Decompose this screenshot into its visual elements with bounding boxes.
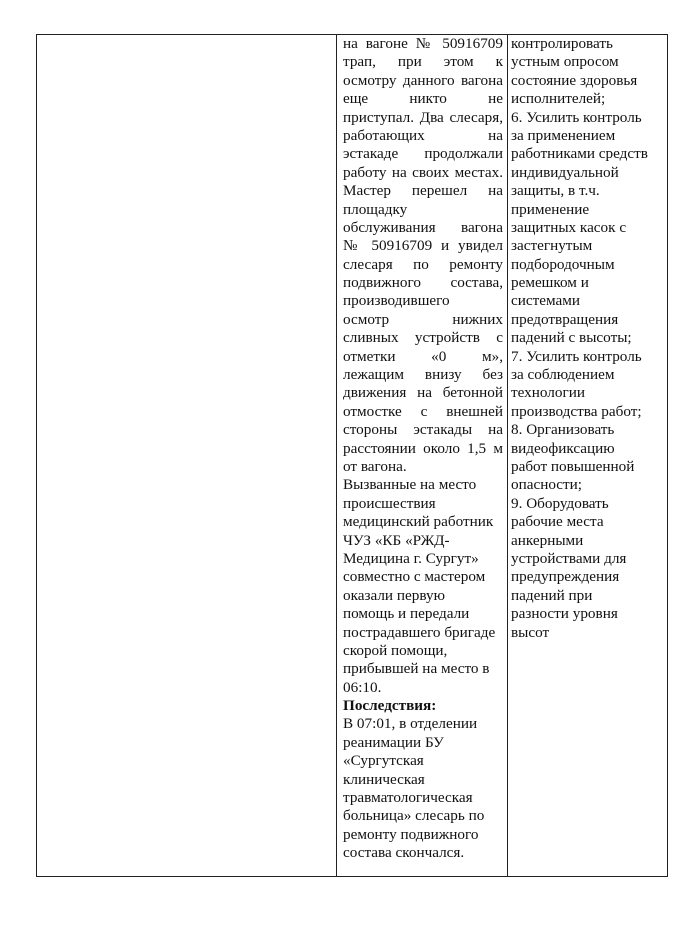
text-line: применение <box>511 200 590 218</box>
document-table <box>36 34 668 877</box>
text-line: ремешком и <box>511 274 589 292</box>
text-line: Вызванные на место <box>343 476 477 494</box>
text-line: № 50916709 и увидел <box>343 237 503 255</box>
text-line: приступал. Два слесаря, <box>343 108 503 126</box>
text-line: состава скончался. <box>343 844 465 862</box>
text-line: сливных устройств с <box>343 329 503 347</box>
text-line: «Сургутская <box>343 752 424 770</box>
text-line: движения на бетонной <box>343 384 503 402</box>
text-line: Медицина г. Сургут» <box>343 549 479 567</box>
text-line: медицинский работник <box>343 513 494 531</box>
text-line: индивидуальной <box>511 163 619 181</box>
text-line: работающих на <box>343 126 503 144</box>
text-line: 7. Усилить контроль <box>511 347 642 365</box>
text-line: отмостке с внешней <box>343 402 503 420</box>
text-line: падений с высоты; <box>511 329 632 347</box>
text-line: 6. Усилить контроль <box>511 108 642 126</box>
section-heading: Последствия: <box>343 697 437 715</box>
text-line: еще никто не <box>343 90 503 108</box>
text-line: подвижного состава, <box>343 274 503 292</box>
text-line: защитных касок с <box>511 218 627 236</box>
text-line: обслуживания вагона <box>343 218 503 236</box>
text-line: производства работ; <box>511 402 642 420</box>
text-line: 9. Оборудовать <box>511 494 609 512</box>
text-line: предотвращения <box>511 310 619 328</box>
text-line: помощь и передали <box>343 605 470 623</box>
text-line: контролировать <box>511 35 613 52</box>
text-line: технологии <box>511 384 585 402</box>
text-line: за применением <box>511 126 616 144</box>
text-line: видеофиксацию <box>511 439 615 457</box>
text-line: опасности; <box>511 476 583 494</box>
text-line: работу на своих местах. <box>343 163 503 181</box>
text-line: системами <box>511 292 580 310</box>
text-line: 06:10. <box>343 678 382 696</box>
text-line: предупреждения <box>511 568 620 586</box>
text-line: трап, при этом к <box>343 53 503 71</box>
text-line: слесаря по ремонту <box>343 255 503 273</box>
text-line: высот <box>511 623 550 641</box>
text-line: исполнителей; <box>511 90 606 108</box>
text-line: осмотру данного вагона <box>343 71 503 89</box>
text-line: разности уровня <box>511 605 618 623</box>
incident-description-column <box>343 35 503 863</box>
text-line: осмотр нижних <box>343 310 503 328</box>
text-line: застегнутым <box>511 237 593 255</box>
text-line: подбородочным <box>511 255 615 273</box>
text-line: устным опросом <box>511 53 619 71</box>
corrective-measures-column <box>511 35 665 642</box>
text-line: анкерными <box>511 531 584 549</box>
text-line: происшествия <box>343 494 436 512</box>
text-line: устройствами для <box>511 549 627 567</box>
text-line: клиническая <box>343 770 425 788</box>
text-line: скорой помощи, <box>343 641 448 659</box>
text-line: работниками средств <box>511 145 648 163</box>
text-line: В 07:01, в отделении <box>343 715 478 733</box>
text-line: работ повышенной <box>511 457 635 475</box>
text-line: прибывшей на место в <box>343 660 490 678</box>
text-line: стороны эстакады на <box>343 421 503 439</box>
text-line: отметки «0 м», <box>343 347 503 365</box>
text-line: состояние здоровья <box>511 71 638 89</box>
text-line: расстоянии около 1,5 м <box>343 439 503 457</box>
column-divider-2 <box>507 35 508 876</box>
text-line: травматологическая <box>343 789 473 807</box>
text-line: рабочие места <box>511 513 604 531</box>
column-divider-1 <box>336 35 337 876</box>
text-line: пострадавшего бригаде <box>343 623 496 641</box>
text-line: ЧУЗ «КБ «РЖД- <box>343 531 450 549</box>
text-line: от вагона. <box>343 457 407 475</box>
text-line: больница» слесарь по <box>343 807 485 825</box>
text-line: Мастер перешел на <box>343 182 503 200</box>
text-line: оказали первую <box>343 586 445 604</box>
text-line: площадку <box>343 200 408 218</box>
text-line: защиты, в т.ч. <box>511 182 600 200</box>
text-line: на вагоне № 50916709 <box>343 35 503 52</box>
text-line: эстакаде продолжали <box>343 145 503 163</box>
text-line: ремонту подвижного <box>343 825 479 843</box>
text-line: за соблюдением <box>511 366 615 384</box>
text-line: реанимации БУ <box>343 733 444 751</box>
text-line: падений при <box>511 586 593 604</box>
text-line: лежащим внизу без <box>343 366 503 384</box>
text-line: совместно с мастером <box>343 568 486 586</box>
text-line: 8. Организовать <box>511 421 615 439</box>
text-line: производившего <box>343 292 450 310</box>
